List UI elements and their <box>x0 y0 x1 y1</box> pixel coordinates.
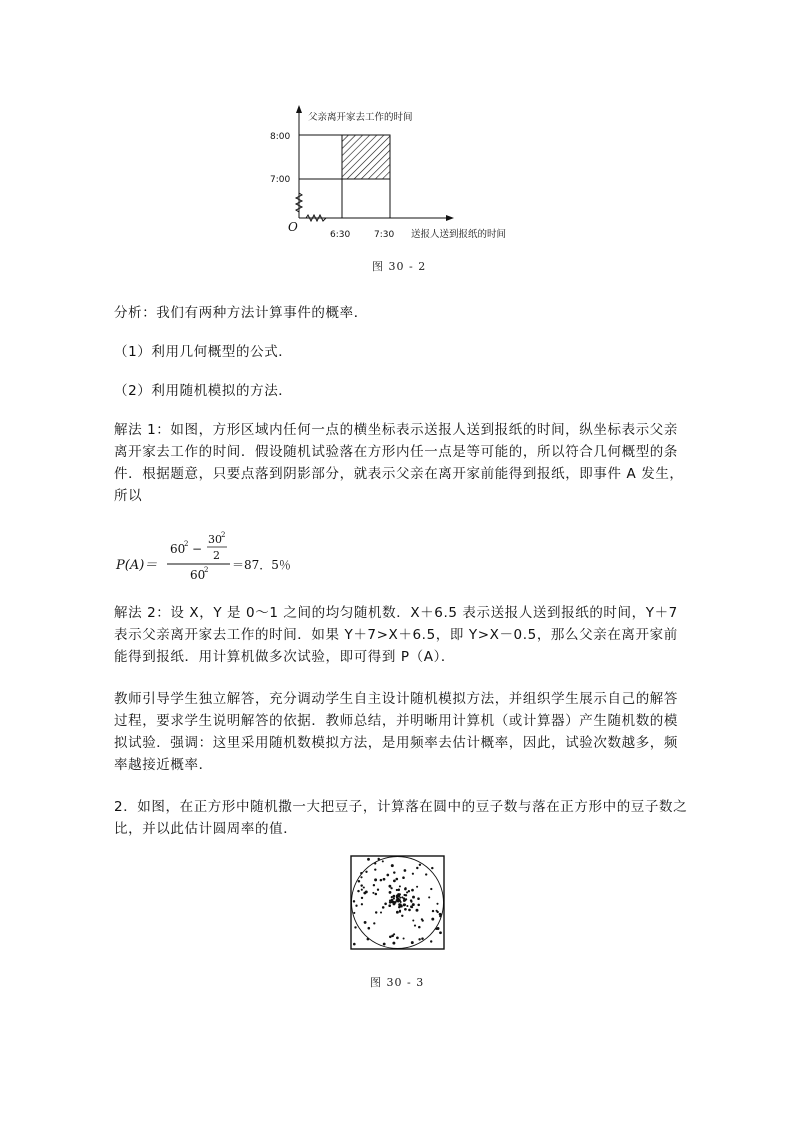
bean-dot <box>399 903 402 906</box>
bean-dot <box>412 873 414 875</box>
bean-dot <box>377 889 379 891</box>
figure-30-3-caption: 图 30 - 3 <box>370 976 425 989</box>
bean-dot <box>419 864 421 866</box>
bean-dot <box>375 911 377 913</box>
formula-num-minus: − <box>192 542 203 556</box>
bean-dot <box>357 890 359 892</box>
bean-dot <box>408 890 410 892</box>
bean-dot <box>361 897 363 899</box>
bean-dot <box>383 878 386 881</box>
bean-dot <box>393 880 396 883</box>
bean-dot <box>360 876 362 878</box>
bean-dot <box>380 911 382 913</box>
bean-dot <box>398 899 401 902</box>
bean-dot <box>360 872 362 874</box>
solution-2-paragraph: 解法 2：设 X，Y 是 0～1 之间的均匀随机数．X＋6.5 表示送报人送到报纸的时间，Y＋7 表示父亲离开家去工作的时间．如果 Y＋7>X＋6.5，即 Y>X－0.5，那么父亲在离开家前能得到报纸．用计算机做多次试验，即可得到 P（A）． <box>114 605 678 665</box>
bean-dot <box>411 941 414 944</box>
bean-dot <box>425 873 427 875</box>
bean-dot <box>368 927 371 930</box>
bean-dot <box>384 903 387 906</box>
bean-dot <box>395 878 398 881</box>
bean-dot <box>404 899 407 902</box>
bean-dot <box>396 911 399 914</box>
bean-dot <box>382 860 384 862</box>
bean-dot <box>388 904 391 907</box>
bean-dot <box>401 915 403 917</box>
formula-num-a-exp: 2 <box>184 540 189 548</box>
bean-dot <box>402 876 405 879</box>
bean-dot <box>404 904 406 906</box>
bean-dot <box>377 858 379 860</box>
bean-dot <box>403 937 405 939</box>
figure-30-3 <box>350 855 445 950</box>
bean-dot <box>412 919 414 921</box>
bean-dot <box>439 931 442 934</box>
bean-dot <box>373 884 375 886</box>
bean-dot <box>417 904 420 907</box>
bean-dot <box>391 864 394 867</box>
bean-dot <box>393 897 395 899</box>
bean-dot <box>396 896 399 899</box>
bean-dot <box>408 909 411 912</box>
bean-dot <box>406 891 408 893</box>
bean-dot <box>399 885 401 887</box>
bean-dot <box>393 902 396 905</box>
bean-dot <box>380 879 383 882</box>
bean-dot <box>410 901 412 903</box>
bean-dot <box>367 938 370 941</box>
figure-30-2 <box>270 100 540 245</box>
bean-dot <box>404 908 407 911</box>
bean-dot <box>393 871 395 873</box>
formula-lhs: P(A)＝ <box>116 558 158 573</box>
bean-dot <box>373 922 375 924</box>
bean-dot <box>353 900 355 902</box>
method-1: （1）利用几何概型的公式． <box>114 344 293 360</box>
x-tick-730: 7:30 <box>374 230 395 240</box>
bean-dot <box>399 897 401 899</box>
probability-formula <box>114 528 334 584</box>
bean-dot <box>396 894 398 896</box>
bean-dot <box>355 905 357 907</box>
inscribed-circle <box>352 857 444 949</box>
y-axis-arrow <box>296 105 302 113</box>
bean-dot <box>389 901 392 904</box>
bean-dot <box>360 884 362 886</box>
bean-dot <box>421 937 424 940</box>
bean-dot <box>353 943 356 946</box>
shaded-region <box>342 135 390 179</box>
bean-dot <box>428 896 430 898</box>
bean-dot <box>364 921 367 924</box>
bean-dot <box>431 918 434 921</box>
x-axis-title: 送报人送到报纸的时间 <box>411 229 507 240</box>
bean-dot <box>396 889 398 891</box>
formula-rhs: ＝87．5％ <box>232 558 291 572</box>
bean-dot <box>353 912 355 914</box>
bean-dot <box>430 888 432 890</box>
bean-dot <box>365 871 367 873</box>
bean-dot <box>436 910 438 912</box>
bean-dot <box>354 926 356 928</box>
bean-dot <box>432 910 434 912</box>
bean-dot <box>383 943 386 946</box>
bean-dot <box>414 925 416 927</box>
bean-dot <box>412 896 415 899</box>
bean-dot <box>358 880 361 883</box>
analysis-paragraph: 分析：我们有两种方法计算事件的概率． <box>114 305 368 321</box>
method-2: （2）利用随机模拟的方法． <box>114 383 293 399</box>
bean-dot <box>372 892 374 894</box>
bean-dot <box>374 868 376 870</box>
bean-dot <box>416 867 418 869</box>
formula-den: 60 <box>190 568 206 582</box>
bean-dot <box>361 903 363 905</box>
bean-dot <box>404 869 407 872</box>
bean-dot <box>361 889 363 891</box>
x-tick-630: 6:30 <box>330 230 351 240</box>
bean-dot <box>416 909 419 912</box>
bean-dot <box>430 940 432 942</box>
bean-dot <box>386 874 389 877</box>
formula-num-a: 60 <box>170 542 186 556</box>
bean-dot <box>436 903 438 905</box>
bean-dot <box>418 938 420 940</box>
bean-dot <box>418 926 421 929</box>
figure-30-2-caption: 图 30 - 2 <box>372 260 427 273</box>
x-axis-arrow <box>446 215 454 221</box>
bean-dot <box>411 889 414 892</box>
bean-dot <box>390 887 392 889</box>
bean-dot <box>365 890 368 893</box>
formula-den-exp: 2 <box>204 566 209 574</box>
formula-num-b-den: 2 <box>213 549 220 562</box>
bean-dot <box>393 933 395 935</box>
bean-dot <box>389 936 392 939</box>
bean-dot <box>363 886 365 888</box>
bean-dot <box>404 888 407 891</box>
bean-dot <box>439 915 441 917</box>
formula-num-b-exp: 2 <box>221 531 226 539</box>
formula-num-b: 30 <box>208 533 222 546</box>
y-tick-7: 7:00 <box>270 175 291 185</box>
bean-dot <box>396 937 399 940</box>
bean-dot <box>389 891 392 894</box>
bean-dot <box>437 927 440 930</box>
bean-dot <box>421 918 423 920</box>
teacher-paragraph: 教师引导学生独立解答，充分调动学生自主设计随机模拟方法，并组织学生展示自己的解答过程，要求学生说明解答的依据．教师总结，并明晰用计算机（或计算器）产生随机数的模拟试验．强调：这里采用随机数模拟方法，是用频率去估计概率，因此，试验次数越多，频率越接近概率． <box>114 691 678 773</box>
bean-dot <box>392 942 395 945</box>
y-tick-8: 8:00 <box>270 132 291 142</box>
bean-dot <box>416 886 418 888</box>
bean-dot <box>401 896 403 898</box>
bean-dot <box>399 911 401 913</box>
y-axis-title: 父亲离开家去工作的时间 <box>308 112 413 123</box>
bean-dot <box>388 885 391 888</box>
bean-dot <box>367 858 370 861</box>
bean-dot <box>431 867 433 869</box>
origin-label: O <box>288 220 298 234</box>
bean-dot <box>375 893 378 896</box>
bean-dot <box>374 862 376 864</box>
bean-dot <box>382 906 385 909</box>
solution-1-paragraph: 解法 1：如图，方形区域内任何一点的横坐标表示送报人送到报纸的时间，纵坐标表示父亲离开家去工作的时间．假设随机试验落在方形内任一点是等可能的，所以符合几何概型的条件．根据题意，只要点落到阴影部分，就表示父亲在离开家前能得到报纸，即事件 A 发生，所以 <box>114 422 684 504</box>
bean-dot <box>406 905 408 907</box>
bean-dots <box>353 858 442 946</box>
bean-dot <box>417 897 420 900</box>
bean-dot <box>412 903 415 906</box>
problem-2-paragraph: 2．如图，在正方形中随机撒一大把豆子，计算落在圆中的豆子数与落在正方形中的豆子数之比，并以此估计圆周率的值． <box>114 799 688 837</box>
bean-dot <box>393 895 396 898</box>
bean-dot <box>405 894 407 896</box>
bean-dot <box>411 906 413 908</box>
bean-dot <box>374 878 377 881</box>
